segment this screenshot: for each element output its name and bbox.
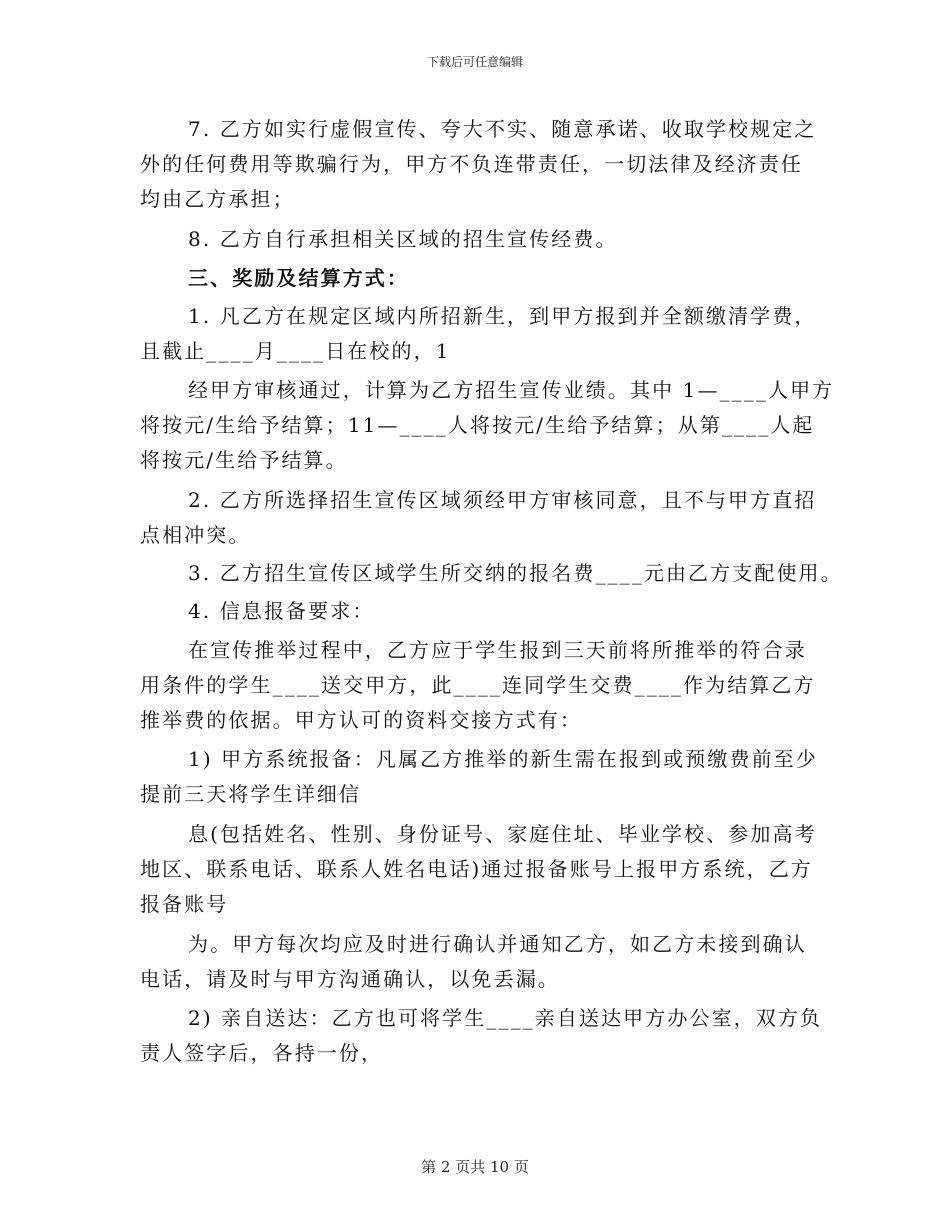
text-line: 8. 乙方自行承担相关区域的招生宣传经费。 xyxy=(188,227,618,251)
text-line: 1) 甲方系统报备：凡属乙方推举的新生需在报到或预缴费前至少 xyxy=(188,747,818,771)
section-heading: 三、奖励及结算方式： xyxy=(188,266,409,290)
text-line: 1. 凡乙方在规定区域内所招新生，到甲方报到并全额缴清学费， xyxy=(188,304,817,328)
text-line: 息(包括姓名、性别、身份证号、家庭住址、毕业学校、参加高考 xyxy=(188,822,817,846)
text-line: 将按元/生给予结算。 xyxy=(140,448,348,472)
text-line: 2) 亲自送达：乙方也可将学生____亲自送达甲方办公室，双方负 xyxy=(188,1006,823,1030)
text-line: 在宣传推举过程中，乙方应于学生报到三天前将所推举的符合录 xyxy=(188,638,807,662)
text-line: 且截止____月____日在校的，1 xyxy=(140,339,451,363)
text-line: 点相冲突。 xyxy=(140,523,251,547)
text-line: 推举费的依据。甲方认可的资料交接方式有： xyxy=(140,708,582,732)
text-line: 责人签字后，各持一份， xyxy=(140,1041,384,1065)
text-line: 经甲方审核通过，计算为乙方招生宣传业绩。其中 1—____人甲方 xyxy=(188,378,835,402)
text-line: 为。甲方每次均应及时进行确认并通知乙方，如乙方未接到确认 xyxy=(188,932,807,956)
page-header: 下载后可任意编辑 xyxy=(426,55,523,69)
text-line: 提前三天将学生详细信 xyxy=(140,782,361,806)
text-line: 7. 乙方如实行虚假宣传、夸大不实、随意承诺、收取学校规定之 xyxy=(188,117,817,141)
text-line: 外的任何费用等欺骗行为，甲方不负连带责任，一切法律及经济责任 xyxy=(140,152,803,176)
text-line: 地区、联系电话、联系人姓名电话)通过报备账号上报甲方系统，乙方 xyxy=(140,857,813,881)
text-line: 用条件的学生____送交甲方，此____连同学生交费____作为结算乙方 xyxy=(140,673,816,697)
text-line: 4. 信息报备要求： xyxy=(188,599,375,623)
text-line: 将按元/生给予结算；11—____人将按元/生给予结算；从第____人起 xyxy=(140,413,815,437)
text-line: 均由乙方承担； xyxy=(140,187,295,211)
text-line: 3. 乙方招生宣传区域学生所交纳的报名费____元由乙方支配使用。 xyxy=(188,561,843,585)
page-footer: 第 2 页共 10 页 xyxy=(421,1158,529,1176)
text-line: 报备账号 xyxy=(140,892,229,916)
text-line: 2. 乙方所选择招生宣传区域须经甲方审核同意，且不与甲方直招 xyxy=(188,488,817,512)
text-line: 电话，请及时与甲方沟通确认，以免丢漏。 xyxy=(140,967,560,991)
